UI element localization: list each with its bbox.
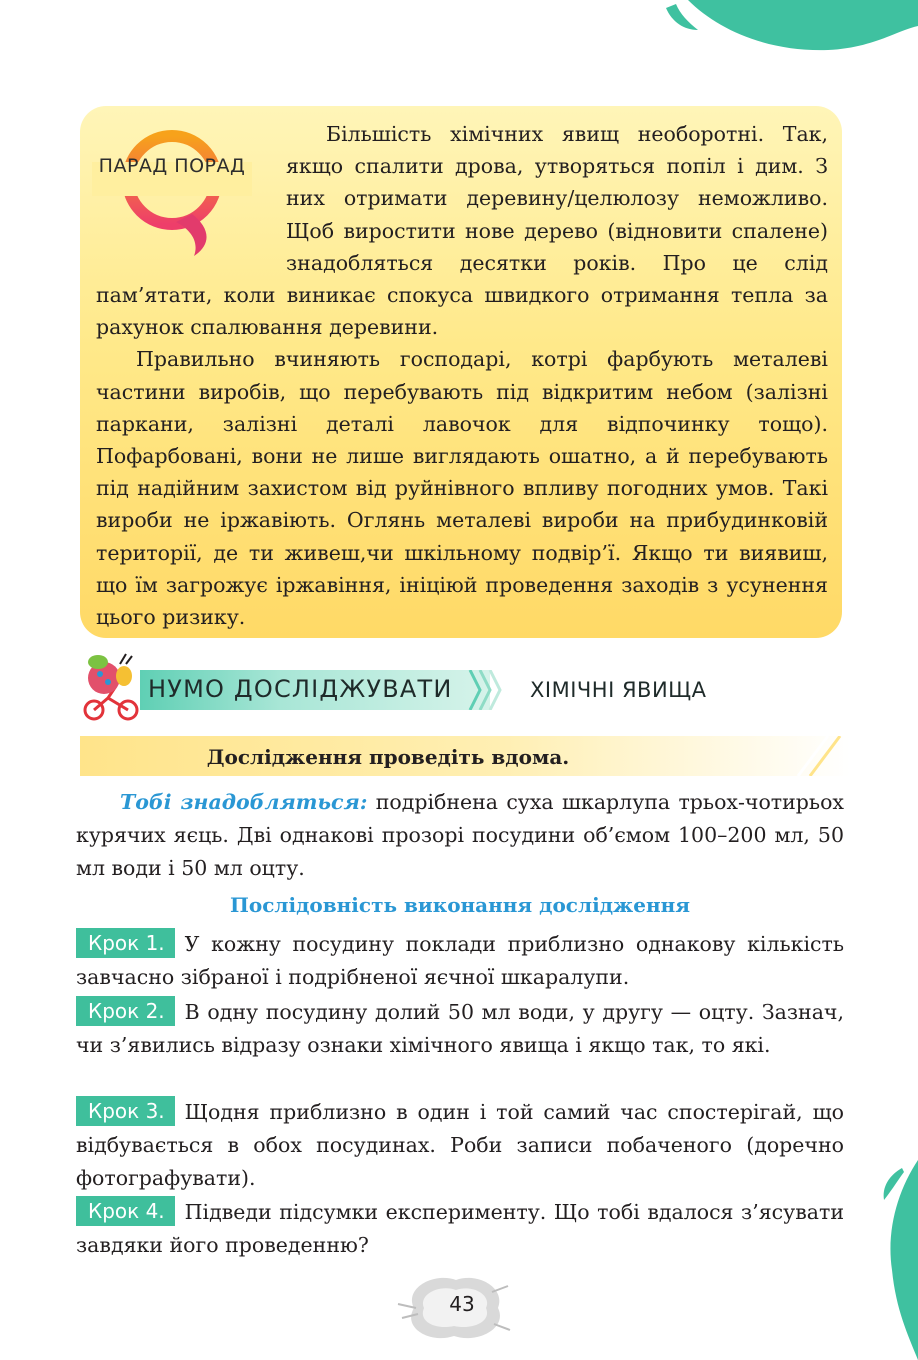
stripes-decoration [790, 736, 860, 776]
note-text: Дослідження проведіть вдома. [206, 745, 570, 769]
step-item [76, 1096, 844, 1195]
step-text: Щодня приблизно в один і той самий час спостерігай, що відбувається в обох посудинах. Роби записи побаченого (доречно фотографувати). [76, 1100, 844, 1190]
materials-lead: Тобі знадобляться: [120, 790, 368, 814]
step-text: Підведи підсумки експерименту. Що тобі вдалося з’ясувати завдяки його проведенню? [76, 1200, 844, 1257]
corner-decoration [858, 1160, 918, 1360]
materials-text: подрібнена суха шкарлупа трьох-чотирьох курячих яєць. Дві однакові прозорі посудини об’ємом 100–200 мл, 50 мл води і 50 мл оцту. [76, 790, 844, 880]
section-title: НУМО ДОСЛІДЖУВАТИ [148, 675, 453, 703]
step-item [76, 1196, 844, 1262]
tip-text [96, 118, 828, 633]
step-badge: Крок 1. [76, 928, 175, 958]
step-badge: Крок 3. [76, 1096, 175, 1126]
materials-paragraph [76, 786, 844, 885]
step-badge: Крок 2. [76, 996, 175, 1026]
tip-logo-label: ПАРАД ПОРАД [98, 155, 246, 177]
step-item [76, 928, 844, 994]
tip-paragraph: Правильно вчиняють господарі, котрі фарбують металеві частини виробів, що перебувають під відкритим небом (залізні паркани, залізні деталі лавочок для відпочинку тощо). Пофарбовані, вони не лише виглядають ошатно, а й перебувають під надійним захистом від руйнівного впливу погодних умов. Такі вироби не іржавіють. Оглянь металеві вироби на прибудинковій території, де ти живеш,чи шкільному подвір’ї. Якщо ти виявиш, що їм загрожує іржавіння, ініціюй проведення заходів з усунення цього ризику. [96, 347, 828, 630]
chevron-right-icon [466, 670, 506, 710]
section-subtitle: ХІМІЧНІ ЯВИЩА [530, 678, 707, 702]
step-item [76, 996, 844, 1062]
sequence-title: Послідовність виконання дослідження [230, 893, 690, 917]
tip-paragraph: Більшість хімічних явищ необоротні. Так, якщо спалити дрова, утворяться попіл і дим. З них отримати деревину/целюлозу неможливо. Щоб виростити нове дерево (відновити спалене) знадобляться десятки років. Про це слід пам’ятати, коли виникає спокуса швидкого отримання тепла за рахунок спалювання деревини. [96, 122, 828, 340]
step-badge: Крок 4. [76, 1196, 175, 1226]
page-number: 43 [449, 1292, 475, 1316]
step-text: В одну посудину долий 50 мл води, у другу — оцту. Зазнач, чи з’явились відразу ознаки хімічного явища і якщо так, то які. [76, 1000, 844, 1057]
step-text: У кожну посудину поклади приблизно однакову кількість завчасно зібраної і подрібненої яєчної шкаралупи. [76, 932, 844, 989]
corner-decoration [658, 0, 918, 70]
bicycle-rider-icon [76, 648, 146, 724]
